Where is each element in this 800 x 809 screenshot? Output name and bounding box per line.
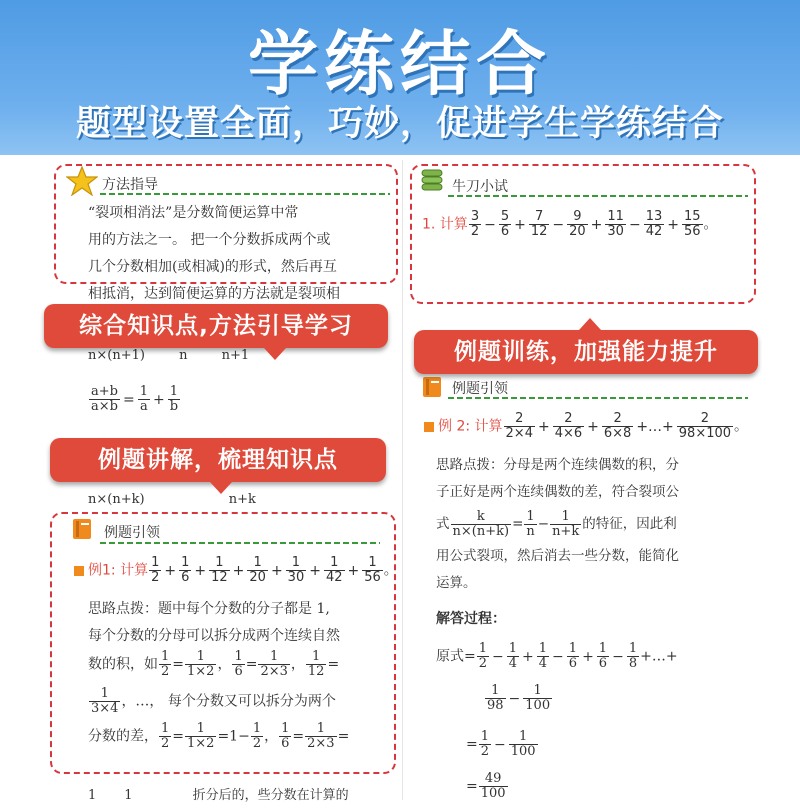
- section-rule: [448, 397, 748, 399]
- operator: −: [628, 216, 641, 233]
- operator: +: [522, 648, 534, 665]
- solution-ellipsis: +…+: [640, 648, 678, 665]
- end-mark: 。: [734, 418, 749, 435]
- fraction: $\frac{1}{30}$: [287, 555, 305, 585]
- hint-line: 用公式裂项，然后消去一些分数，能简化: [436, 548, 679, 564]
- operator: +: [582, 648, 594, 665]
- example-2-label: 例 2: 计算: [438, 418, 503, 435]
- end-mark: 。: [383, 562, 398, 579]
- method-line: 几个分数相加(或相减)的形式，然后再互: [88, 259, 337, 275]
- hint-line: 分数的差， $\frac{1}{2}$ = $\frac{1}{1\times 2}$ =1− $\frac{1}{2}$ ， $\frac{1}{6}$ = $\frac{1}{2\times 3}$ =: [88, 721, 350, 751]
- fraction: $\frac{1}{4}$: [508, 641, 518, 671]
- operator: +: [537, 418, 550, 435]
- fraction: $\frac{1}{2}$: [151, 555, 160, 585]
- fraction-denominator: b: [169, 399, 179, 414]
- fraction: $\frac{2}{6\times 8}$: [603, 411, 632, 441]
- book-stack-icon: [420, 168, 444, 196]
- method-line: 相抵消，达到简便运算的方法就是裂项相: [88, 286, 340, 302]
- fraction-numerator: k: [451, 510, 512, 525]
- bullet-square: [74, 566, 84, 576]
- operator: −: [484, 216, 496, 233]
- fraction: $\frac{1}{4}$: [538, 641, 548, 671]
- formula-text: n+1: [221, 348, 250, 363]
- fraction-numerator: 49: [479, 772, 508, 787]
- fraction-denominator: a: [139, 399, 148, 414]
- fraction-denominator: 3×4: [91, 701, 119, 716]
- banner-title: 学练结合: [248, 23, 552, 105]
- section-rule: [448, 195, 748, 197]
- fraction-numerator: 1: [139, 384, 148, 399]
- fraction-denominator: 1×2: [187, 736, 215, 751]
- solution-line-4: = $\frac{49}{100}$: [466, 771, 506, 801]
- hint-line: 式 $\frac{k}{n\times(n+k)}$ = $\frac{1}{n}$ − $\frac{1}{n+k}$ 的特征，因此利: [436, 509, 677, 539]
- fraction-denominator: 100: [525, 698, 551, 713]
- section-rule: [100, 193, 390, 195]
- formula-2: $\frac{a+b}{a\times b}$ = $\frac{1}{a}$ + $\frac{1}{b}$: [91, 384, 179, 414]
- formula-text: n×(n+k): [88, 492, 145, 507]
- fraction: $\frac{9}{20}$: [569, 209, 586, 239]
- fraction-denominator: 100: [480, 786, 506, 801]
- example-2-fractions: [503, 411, 735, 441]
- star-icon: [66, 166, 98, 196]
- formula-text: n×(n+1): [88, 348, 145, 363]
- fraction: $\frac{3}{2}$: [470, 209, 480, 239]
- fraction-denominator: 1×2: [187, 664, 215, 679]
- fraction: $\frac{1}{12}$: [211, 555, 228, 585]
- operator: +: [232, 562, 245, 579]
- solution-fractions: [476, 641, 640, 671]
- operator: −: [612, 648, 624, 665]
- callout-knowledge-method: 综合知识点,方法引导学习: [44, 304, 388, 348]
- header-banner: [0, 0, 800, 155]
- hint-line: 思路点拨：题中每个分数的分子都是 1,: [88, 601, 330, 617]
- hint-line: $\frac{1}{3\times 4}$ ，…， 每个分数又可以拆分为两个: [91, 686, 336, 716]
- fraction: $\frac{2}{98\times 100}$: [678, 411, 732, 441]
- hint-text: 的特征，因此利: [582, 516, 677, 532]
- example-1-label: 例1: 计算: [88, 562, 149, 579]
- operator: +: [587, 418, 599, 435]
- practice-title: 牛刀小试: [452, 179, 508, 195]
- callout-example-explanation: 例题讲解，梳理知识点: [50, 438, 386, 482]
- fraction: $\frac{1}{56}$: [364, 555, 381, 585]
- method-line: “裂项相消法”是分数简便运算中常: [88, 205, 299, 221]
- bullet-square: [424, 422, 434, 432]
- hint-line: 子正好是两个连续偶数的差，符合裂项公: [436, 484, 679, 500]
- banner-subtitle: 题型设置全面，巧妙，促进学生学练结合: [75, 104, 724, 144]
- cutoff-text: 折分后的，些分数在计算的: [192, 788, 349, 803]
- operator: +: [270, 562, 283, 579]
- column-divider: [402, 160, 403, 800]
- fraction: $\frac{15}{56}$: [683, 209, 701, 239]
- method-title: 方法指导: [102, 177, 158, 193]
- operator: −: [492, 648, 504, 665]
- bottom-cutoff-text: 1 1 折分后的，些分数在计算的: [88, 788, 349, 803]
- example-1-header: 例题引领: [104, 525, 160, 541]
- practice-fractions: [468, 209, 704, 239]
- section-rule: [100, 542, 380, 544]
- fraction-denominator: 2: [480, 744, 490, 759]
- operator: +: [514, 216, 526, 233]
- fraction: $\frac{11}{30}$: [607, 209, 624, 239]
- fraction: $\frac{2}{2\times 4}$: [505, 411, 533, 441]
- example-2-hint: [436, 452, 748, 597]
- fraction: $\frac{1}{6}$: [598, 641, 608, 671]
- formula-text: n+k: [228, 492, 256, 507]
- solution-line-3: = $\frac{1}{2}$ − $\frac{1}{100}$: [466, 729, 536, 759]
- hint-line: 每个分数的分母可以拆分成两个连续自然: [88, 628, 340, 644]
- book-icon: [420, 375, 444, 399]
- fraction: $\frac{1}{6}$: [568, 641, 578, 671]
- fraction: $\frac{1}{2}$: [478, 641, 488, 671]
- fraction-numerator: 1: [168, 385, 180, 400]
- operator: −: [552, 648, 564, 665]
- method-paragraph: [88, 200, 388, 308]
- fraction-denominator: 2×3: [260, 664, 288, 679]
- fraction: $\frac{5}{6}$: [500, 209, 510, 239]
- practice-label: 1. 计算: [422, 216, 468, 233]
- solution-title: 解答过程：: [436, 611, 506, 627]
- hint-line: 数的积，如 $\frac{1}{2}$ = $\frac{1}{1\times 2}$ ， $\frac{1}{6}$ = $\frac{1}{2\times 3}$ ， $\frac{1}{12}$ =: [88, 649, 340, 679]
- fraction-denominator: 100: [510, 744, 536, 759]
- example-1-question: [74, 556, 398, 585]
- fraction: $\frac{1}{20}$: [249, 555, 266, 585]
- fraction: $\frac{2}{4\times 6}$: [554, 411, 583, 441]
- hint-text: 数的积，如: [88, 656, 158, 673]
- fraction: $\frac{13}{42}$: [645, 209, 663, 239]
- fraction-denominator: n×(n+k): [452, 524, 510, 539]
- hint-line: 运算。: [436, 575, 477, 591]
- solution-line-1: [436, 642, 678, 671]
- fraction: $\frac{7}{12}$: [530, 209, 548, 239]
- example-1-fractions: [148, 555, 384, 585]
- fraction: $\frac{1}{8}$: [628, 641, 638, 671]
- hint-text: ，…， 每个分数又可以拆分为两个: [121, 693, 336, 710]
- callout-example-training: 例题训练，加强能力提升: [414, 330, 758, 374]
- hint-text: 式: [436, 516, 450, 532]
- hint-line: 思路点拨：分母是两个连续偶数的积，分: [436, 457, 679, 473]
- solution-line-2: $\frac{1}{98}$ − $\frac{1}{100}$: [487, 683, 551, 713]
- fraction-denominator: 98: [487, 698, 504, 713]
- fraction-denominator: a×b: [91, 399, 118, 414]
- fraction: $\frac{1}{42}$: [325, 555, 343, 585]
- operator: +: [590, 216, 603, 233]
- fraction-numerator: a+b: [91, 384, 118, 399]
- operator: +: [194, 562, 207, 579]
- method-line: 用的方法之一。 把一个分数拆成两个或: [88, 232, 331, 248]
- end-mark: 。: [703, 216, 718, 233]
- fraction: $\frac{1}{6}$: [181, 555, 190, 585]
- hint-text: ，: [264, 728, 279, 745]
- book-icon: [70, 517, 94, 541]
- operator: +…+: [636, 418, 674, 435]
- practice-question: [422, 210, 718, 239]
- operator: +: [309, 562, 321, 579]
- operator: +: [667, 216, 679, 233]
- example-1-hint: [88, 596, 388, 751]
- formula-text: n: [179, 348, 188, 363]
- example-2-header: 例题引领: [452, 381, 508, 397]
- operator: +: [347, 562, 360, 579]
- solution-prefix: 原式=: [436, 648, 476, 665]
- hint-text: 分数的差，: [88, 728, 158, 745]
- operator: +: [164, 562, 177, 579]
- operator: −: [552, 216, 565, 233]
- example-2-question: [424, 412, 748, 441]
